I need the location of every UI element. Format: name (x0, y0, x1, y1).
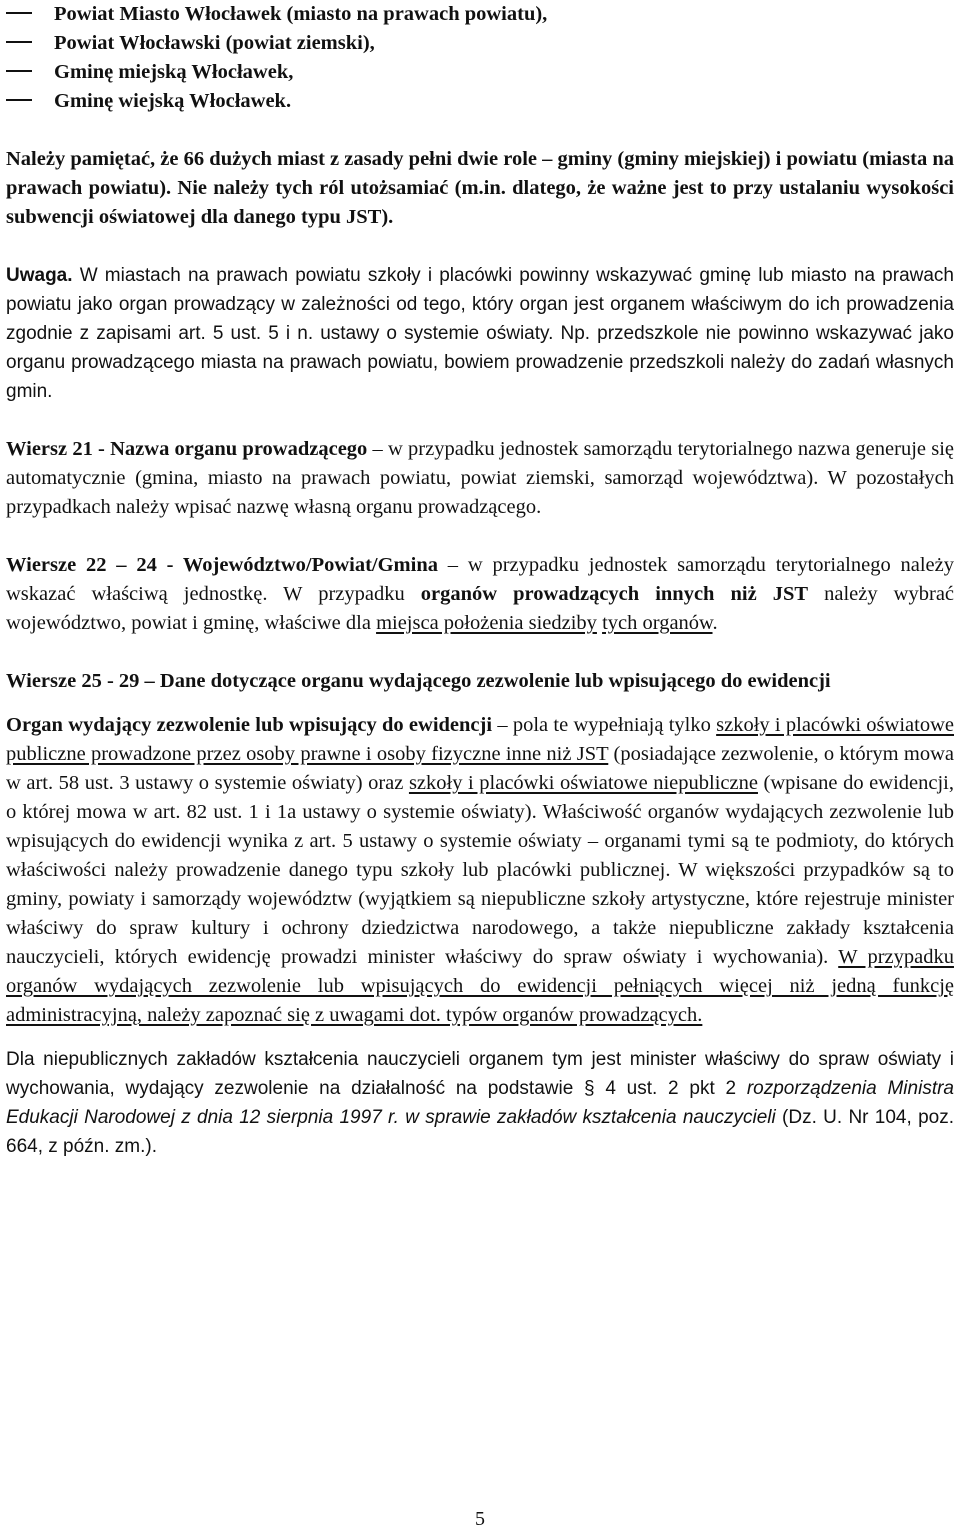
warning-text: W miastach na prawach powiatu szkoły i placówki powinny wskazywać gminę lub miasto na prawach powiatu jako organ prowadzący w zależności od tego, który organ jest organem właściwym do ich prowadzenia zgodnie z zapisami art. 5 ust. 5 i n. ustawy o systemie oświaty. Np. przedszkole nie powinno wskazywać jako organu prowadzącego miasta na prawach powiatu, bowiem prowadzenie przedszkoli należy do zadań własnych gmin. (6, 265, 954, 402)
list-item (6, 29, 954, 58)
dash-bullet-icon (6, 12, 32, 14)
note-two-roles-text: Należy pamiętać, że 66 dużych miast z zasady pełni dwie role – gminy (gminy miejskiej) i powiatu (miasta na prawach powiatu). Nie należy tych ról utożsamiać (m.in. dlatego, że ważne jest to przy ustalaniu wysokości subwencji oświatowej dla danego typu JST). (6, 148, 954, 228)
organ-list (6, 0, 954, 116)
dash-bullet-icon (6, 41, 32, 43)
warning-lead: Uwaga. (6, 265, 73, 286)
rows-22-24-bold: organów prowadzących innych niż JST (420, 583, 809, 605)
list-item (6, 87, 954, 116)
rows-25-29-heading: Wiersze 25 - 29 – Dane dotyczące organu wydającego zezwolenie lub wpisującego do ewidencji (6, 670, 831, 692)
rows-22-24-text: . (712, 612, 718, 634)
organ-description (6, 711, 954, 1030)
teacher-note-italic: rozporządzenia Ministra Edukacji Narodowej z dnia 12 sierpnia 1997 r. w sprawie zakładów kształcenia nauczycieli (6, 1078, 954, 1128)
rows-22-24-description (6, 551, 954, 638)
teacher-note-text: Dla niepublicznych zakładów kształcenia nauczycieli organem tym jest minister właściwy do spraw oświaty i wychowania, wydający zezwolenie na działalność na podstawie § 4 ust. 2 pkt 2 (6, 1049, 954, 1099)
rows-22-24-text: należy wybrać województwo, powiat i gminę, właściwe dla (6, 583, 955, 634)
note-warning (6, 261, 954, 406)
organ-text: (wpisane do ewidencji, o której mowa w art. 82 ust. 1 i 1a ustawy o systemie oświaty). Właściwość organów wydających zezwolenie lub wpisujących do ewidencji wynika z art. 5 ustawy o systemie oświaty – organami tymi są te podmioty, do których właściwości należy prowadzenie danego typu szkoły lub placówki publicznej. W większości przypadków są to gminy, powiaty i samorządy województw (wyjątkiem są niepubliczne szkoły artystyczne, które rejestruje minister właściwy do spraw kultury i ochrony dziedzictwa narodowego, a także niepubliczne zakłady kształcenia nauczycieli, których ewidencję prowadzi minister właściwy do spraw oświaty i wychowania). (6, 772, 954, 968)
list-item-text: Gminę wiejską Włocławek. (54, 90, 292, 112)
organ-underline: W przypadku organów wydających zezwolenie lub wpisujących do ewidencji pełniących więcej niż jedną funkcję administracyjną, należy zapoznać się z uwagami dot. typów organów prowadzących. (6, 946, 954, 1026)
rows-22-24-underline: tych organów (602, 612, 713, 634)
rows-22-24-text: – w przypadku jednostek samorządu terytorialnego należy wskazać właściwą jednostkę. W przypadku (6, 554, 955, 605)
dash-bullet-icon (6, 70, 32, 72)
teacher-training-note (6, 1045, 954, 1161)
rows-22-24-underline: miejsca położenia siedziby (376, 612, 597, 634)
list-item-text: Powiat Włocławski (powiat ziemski), (54, 32, 375, 54)
row-21-text: – w przypadku jednostek samorządu terytorialnego nazwa generuje się automatycznie (gmina, miasto na prawach powiatu, powiat ziemski, samorząd województwa). W pozostałych przypadkach należy wpisać nazwę własną organu prowadzącego. (6, 438, 954, 518)
organ-text: – pola te wypełniają tylko (492, 714, 717, 736)
page-content (6, 0, 954, 1161)
teacher-note-text: (Dz. U. Nr 104, poz. 664, z późn. zm.). (6, 1107, 954, 1157)
row-21-heading: Wiersz 21 - Nazwa organu prowadzącego (6, 438, 368, 460)
row-21-description (6, 435, 954, 522)
list-item-text: Gminę miejską Włocławek, (54, 61, 294, 83)
organ-heading: Organ wydający zezwolenie lub wpisujący do ewidencji (6, 714, 493, 736)
list-item (6, 0, 954, 29)
organ-underline: szkoły i placówki oświatowe publiczne prowadzone przez osoby prawne i osoby fizyczne inne niż JST (6, 714, 954, 765)
organ-underline: szkoły i placówki oświatowe niepubliczne (408, 772, 758, 794)
organ-text: (posiadające zezwolenie, o którym mowa w art. 58 ust. 3 ustawy o systemie oświaty) oraz (6, 743, 954, 794)
page-number: 5 (475, 1508, 485, 1530)
dash-bullet-icon (6, 99, 32, 101)
note-two-roles (6, 145, 954, 232)
rows-22-24-heading: Wiersze 22 – 24 - Województwo/Powiat/Gmina (6, 554, 438, 576)
list-item (6, 58, 954, 87)
list-item-text: Powiat Miasto Włocławek (miasto na prawach powiatu), (54, 3, 548, 25)
